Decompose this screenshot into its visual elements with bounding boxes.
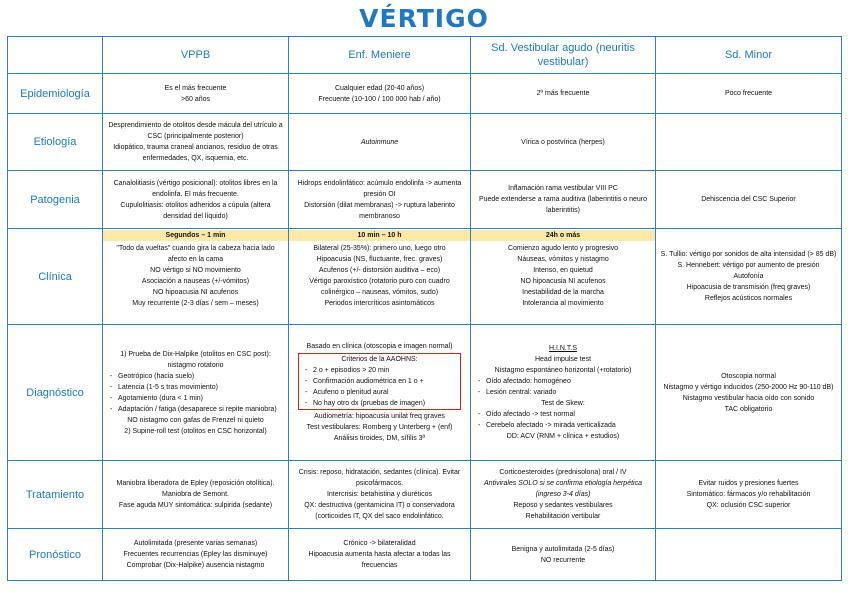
cell-line: Vírica o postvírica (herpes): [521, 138, 605, 146]
epidemiologia-vppb: [103, 74, 289, 114]
cell-line: Hipoacusia (NS, fluctuante, frec. graves): [316, 256, 443, 263]
row-etiologia: [8, 114, 842, 171]
cell-line: Intercrisis: betahistina y diuréticos: [326, 491, 433, 498]
cell-line: Crónico -> bilateralidad: [343, 540, 416, 547]
cell-line: Dehiscencia del CSC Superior: [701, 196, 796, 203]
list-item: - Oído afectado: homogéneo: [486, 376, 652, 387]
diagnostico-neuritis: [471, 325, 656, 461]
cell-line: Desprendimiento de otolitos desde mácula del utrículo a CSC (principalmente posterior): [108, 122, 283, 140]
row-label-patogenia: Patogenia: [8, 171, 103, 229]
cell-line: Periodos intercríticos asintomáticos: [324, 300, 435, 307]
cell-line: Autolimitada (presente varias semanas): [133, 540, 258, 547]
etiologia-neuritis: [471, 114, 656, 171]
bullet-list: [301, 365, 458, 409]
cell-line: Test vestibulares: Romberg y Unterberg + (enf): [306, 424, 453, 431]
cell-line: Hipoacusia aumenta hasta afectar a todas las frecuencias: [308, 551, 451, 569]
cell-line: Basado en clínica (otoscopia e imagen normal): [306, 343, 453, 350]
cell-line: Head impulse test: [534, 356, 592, 363]
row-label-tratamiento: Tratamiento: [8, 461, 103, 529]
cell-line: 2º más frecuente: [536, 90, 590, 97]
cell-line: QX: destructiva (gentamicina IT) o conservadora (corticoides IT, QX del saco endolinfático.: [304, 502, 455, 520]
cell-line: Cupulolitiasis: otolitos adheridos a cúpula (altera densidad del líquido): [120, 201, 271, 220]
tratamiento-meniere: [289, 461, 471, 529]
cell-line: S. Tullio: vértigo por sonidos de alta intensidad (> 85 dB): [660, 251, 837, 258]
tratamiento-neuritis: [471, 461, 656, 529]
cell-line: Antivirales SOLO si se confirma etiología herpética (ingreso 3-4 días): [484, 480, 642, 498]
cell-line: "Todo da vueltas" cuando gira la cabeza hacia lado afecto en la cama: [116, 245, 275, 263]
cell-line: Maniobra liberadora de Epley (reposición otolítica). Maniobra de Semont.: [116, 480, 275, 498]
cell-line: Asociación a nauseas (+/-vómitos): [141, 278, 250, 285]
pronostico-meniere: [289, 529, 471, 581]
cell-line: Inflamación rama vestibular VIII PC: [508, 185, 618, 192]
list-item: - No hay otro dx (pruebas de imagen): [313, 398, 458, 409]
clinica-vppb: [103, 229, 289, 325]
header-vppb: VPPB: [103, 37, 289, 74]
header-meniere: Enf. Meniere: [289, 37, 471, 74]
cell-line: Nistagmo espontáneo horizontal (+rotatorio): [494, 367, 632, 374]
list-item: - 2 o + episodios > 20 min: [313, 365, 458, 376]
list-item: - Confirmación audiométrica en 1 o +: [313, 376, 458, 387]
cell-line: S. Hennebert: vértigo por aumento de presión: [677, 262, 820, 269]
cell-line: NO nistagmo con gafas de Frenzel ni quieto: [127, 416, 264, 424]
bullet-list: [474, 409, 652, 431]
cell-line: Acufenos (+/- distorsión auditiva – eco): [318, 267, 441, 274]
row-label-diagnostico: Diagnóstico: [8, 325, 103, 461]
cell-line: Otoscopia normal: [721, 372, 776, 380]
diagnostico-vppb: [103, 325, 289, 461]
cell-line: Comprobar (Dix-Halpike) ausencia nistagmo: [126, 562, 265, 569]
cell-line: Fase aguda MUY sintomática: sulpirida (sedante): [118, 502, 273, 509]
row-label-etiologia: Etiología: [8, 114, 103, 171]
cell-line: Hipoacusia de transmisión (freq graves): [686, 284, 811, 291]
cell-line: Test de Skew:: [541, 400, 585, 407]
cell-line: NO recurrente: [540, 556, 586, 564]
list-item: - Acufeno o plenitud aural: [313, 387, 458, 398]
cell-line: Análisis tiroides, DM, sífilis 3ª: [333, 435, 426, 442]
cell-line: Autoinmune: [360, 138, 399, 146]
epidemiologia-meniere: [289, 74, 471, 114]
cell-line: Bilateral (25-35%): primero uno, luego otro: [313, 245, 446, 252]
cell-line: Corticoesteroides (prednisolona) oral / IV: [499, 469, 627, 476]
etiologia-minor: [656, 114, 842, 171]
criteria-title: Criterios de la AAOHNS:: [341, 356, 418, 363]
cell-line: Comienzo agudo lento y progresivo: [507, 245, 619, 252]
cell-line: NO vértigo si NO movimiento: [150, 267, 241, 274]
patogenia-neuritis: [471, 171, 656, 229]
list-item: - Geotrópico (hacia suelo): [118, 371, 285, 382]
cell-line: Intenso, en quietud: [533, 267, 593, 274]
clinica-meniere: [289, 229, 471, 325]
cell-line: Muy recurrente (2-3 días / sem – meses): [132, 300, 259, 307]
cell-line: Distorsión (dilat membranas) -> ruptura laberinto membranoso: [304, 201, 455, 220]
cell-line: >60 años: [181, 95, 210, 103]
header-neuritis: Sd. Vestibular agudo (neuritis vestibular): [471, 37, 656, 74]
row-pronostico: [8, 529, 842, 581]
cell-line: H.I.N.T.S: [548, 345, 577, 352]
list-item: - Agotamiento (dura < 1 min): [118, 393, 285, 404]
cell-line: DD: ACV (RNM + clínica + estudios): [506, 433, 620, 440]
list-item: - Oído afectado -> test normal: [486, 409, 652, 420]
cell-line: Es el más frecuente: [164, 84, 227, 92]
cell-line: NO hipoacusia NI acufenos: [520, 278, 606, 285]
epidemiologia-minor: [656, 74, 842, 114]
pronostico-vppb: [103, 529, 289, 581]
row-label-clinica: Clínica: [8, 229, 103, 325]
cell-line: 2) Supine-roll test (otolitos en CSC horizontal): [124, 427, 267, 435]
diagnostico-meniere: [289, 325, 471, 461]
cell-line: 1) Prueba de Dix-Halpike (otolitos en CSC post): nistagmo rotatorio: [120, 350, 271, 369]
cell-line: Autofonía: [733, 273, 764, 280]
pronostico-minor: [656, 529, 842, 581]
etiologia-vppb: [103, 114, 289, 171]
cell-line: Hidrops endolinfático: acúmulo endolinfa -> aumenta presión OI: [297, 179, 462, 198]
criteria-box: [298, 353, 461, 410]
patogenia-vppb: [103, 171, 289, 229]
cell-line: Idiopático, trauma craneal ancianos, residuo de otras enfermedades, QX, isquemia, etc.: [113, 144, 278, 162]
tratamiento-minor: [656, 461, 842, 529]
row-label-pronostico: Pronóstico: [8, 529, 103, 581]
cell-line: Crisis: reposo, hidratación, sedantes (clínica). Evitar psicofármacos.: [298, 469, 461, 487]
vertigo-table: [7, 36, 842, 581]
cell-line: Puede extenderse a rama auditiva (laberintitis o neuro laberintitis): [478, 196, 648, 214]
cell-line: Poco frecuente: [724, 90, 773, 97]
cell-line: Inestabilidad de la marcha: [522, 289, 604, 296]
clinica-neuritis: [471, 229, 656, 325]
cell-line: Vértigo paroxístico (rotatorio puro con cuadro colinérgico – nauseas, vómitos, sudo): [309, 278, 450, 296]
cell-line: Nistagmo vestibular hacia oído con sonido: [682, 394, 815, 402]
patogenia-minor: [656, 171, 842, 229]
cell-line: Canalolitiasis (vértigo posicional): otolitos libres en la endolinfa. El más frecuente.: [113, 179, 278, 198]
bullet-list: [474, 376, 652, 398]
duration-badge: 10 min – 10 h: [289, 230, 470, 241]
bullet-list: [106, 371, 285, 415]
header-row: [8, 37, 842, 74]
list-item: - Latencia (1-5 s tras movimiento): [118, 382, 285, 393]
duration-badge: Segundos – 1 min: [103, 230, 288, 241]
diagnostico-minor: [656, 325, 842, 461]
cell-line: Cualquier edad (20-40 años): [334, 84, 425, 92]
cell-line: Reflejos acústicos normales: [704, 295, 793, 302]
row-tratamiento: [8, 461, 842, 529]
cell-line: Frecuente (10-100 / 100 000 hab / año): [318, 95, 441, 103]
cell-line: Sintomático: fármacos y/o rehabilitación: [686, 491, 811, 498]
clinica-minor: [656, 229, 842, 325]
cell-line: Evitar ruidos y presiones fuertes: [698, 480, 799, 487]
list-item: - Lesión central: variado: [486, 387, 652, 398]
cell-line: Audiometría: hipoacusia unilat freq graves: [314, 413, 445, 420]
duration-badge: 24h o más: [471, 230, 655, 241]
epidemiologia-neuritis: [471, 74, 656, 114]
cell-line: Reposo y sedantes vestibulares: [513, 502, 613, 509]
row-clinica: [8, 229, 842, 325]
cell-line: TAC obligatorio: [724, 405, 773, 413]
row-diagnostico: [8, 325, 842, 461]
row-patogenia: [8, 171, 842, 229]
pronostico-neuritis: [471, 529, 656, 581]
list-item: - Adaptación / fatiga (desaparece si repite maniobra): [118, 404, 285, 415]
cell-line: Rehabilitación vertibular: [525, 513, 601, 520]
header-minor: Sd. Minor: [656, 37, 842, 74]
corner-cell: [8, 37, 103, 74]
row-label-epidemiologia: Epidemiología: [8, 74, 103, 114]
etiologia-meniere: [289, 114, 471, 171]
cell-line: Nistagmo y vértigo inducidos (250-2000 Hz 90-110 dB): [663, 383, 834, 391]
cell-line: Benigna y autolimitada (2-5 días): [511, 545, 615, 553]
cell-line: NO hipoacusia NI acufenos: [152, 289, 239, 296]
cell-line: Frecuentes recurrencias (Epley las disminuye): [123, 551, 268, 558]
list-item: - Cerebelo afectado -> mirada verticalizada: [486, 420, 652, 431]
row-epidemiologia: [8, 74, 842, 114]
cell-line: QX: oclusión CSC superior: [706, 502, 791, 509]
cell-line: Náuseas, vómitos y nistagmo: [517, 256, 609, 263]
cell-line: Intolerancia al movimiento: [522, 300, 604, 307]
page-title: VÉRTIGO: [359, 4, 489, 33]
patogenia-meniere: [289, 171, 471, 229]
tratamiento-vppb: [103, 461, 289, 529]
